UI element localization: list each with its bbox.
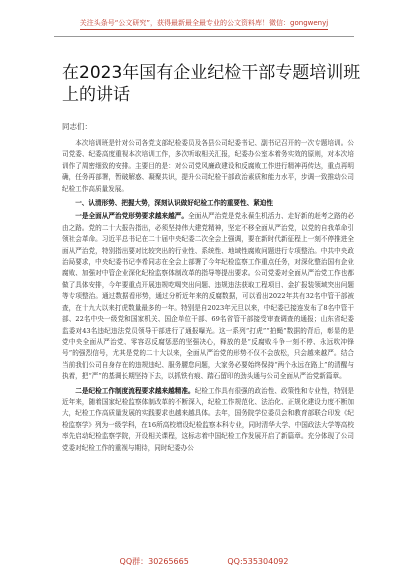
section-heading-1: 一、认清形势、把握大势，深刻认识做好纪检工作的重要性、紧迫性 [75,199,273,208]
footer [0,556,408,567]
document-title: 在2023年国有企业纪检干部专题培训班上的讲话 [62,63,361,105]
sub-heading-2: 二是纪检工作制度流程要求越来越精准。 [75,386,195,395]
header-divider [54,36,354,37]
sub2-text: 纪检工作具有很强的政治性、政策性和专业性，特别是近年来，随着国家纪检监察体制改革的不断深入，纪检工作规范化、法治化、正规化建设力度不断加大，纪检工作高质量发展的实践要求也越来越具体。去年，国务院学位委员会和教育部联合印发《纪检监察学》列为一级学科，在16所高校增设纪检监察本科专业，同时清华大学、中国政法大学等高校率先启动纪检监察学院，开设相关课程，这标志着中国纪检工作发展开启了新篇章。充分体现了公司党委对纪检工作的重视与期待，同时纪委办公 [62,386,355,452]
footer-qq: QQ:535304092 [227,557,289,566]
footer-qq-group: QQ群：30265665 [119,557,189,566]
greeting: 同志们： [62,122,92,131]
section1-sub2-paragraph [62,386,354,454]
intro-paragraph: 本次培训班是针对公司各党支部纪检委员及各县公司纪委书记、副书记召开的一次专题培训。公司党委、纪委高度重视本次培训工作，多次听取相关汇报，纪委办公室本着务实效的原则，对本次培训作了周密细致的安排。主要目的是：对公司党风廉政建设和反腐败工作进行精神再传达，重点再明确，任务再部署，暂破解惑、凝聚共识，提升公司纪检干部政治素质和能力水平，步调一致推动公司纪检工作高质量发展。 [62,139,354,193]
sub1-text: 全面从严治党是党永葆生机活力、走好新的赶考之路的必由之路。党的二十大报告指出，必须坚持伟大建党精神，坚定不移全面从严治党，以党的自我革命引领社会革命。习近平总书记在二十届中央纪委二次全会上强调，要在新时代新征程上一刻不停推进全面从严治党，特别指出要对比较突出的行业性、系统性、地域性腐败问题进行专项整治。中共中央政治局要求，中央纪委书记李希同志在全会上部署了今年纪检监察工作重点任务，对深化整治国有企业腐败、加强对中管企业深化纪检监察体制改革的指导等提出要求。公司党委对全面从严治党工作也都做了具体安排，今年要重点开展违规吃喝突出问题、违规违法获取工程项目、金扩报装领域突出问题等专项整治。通过数据看形势，通过分析近年来的反腐数据，可以看出2022年共有32名中管干部被查，在十九大以来打虎数量最多的一年。特别是自2023年元旦以来，中纪委已接连发布了8名中管干部、22名中央一级党和国家机关、国企单位干部、69名省管干部接受审查调查的通报；山东省纪委监委对43名违纪违法党员领导干部进行了通报曝光。这一系列“打虎”“拍蝇”数据的背后，彰显的是党中央全面从严治党、零容忍反腐惩恶的坚强决心，释放的是“反腐败斗争一刻不停、永远吹冲锋号”的强烈信号，尤其是党的二十大以来，全面从严治党的形势不仅不会放松，只会越来越严。结合当前我们公司自身存在的违规违纪、服务腰怠问题，大家务必要始终保持“两个永远在路上”的清醒与执着，把“严”的基调长期坚持下去，以抓铁有痕、踏石留印的劲头通与公司全面从严治党新篇章。 [62,212,355,381]
sub-heading-1: 一是全面从严治党形势要求越来越严。 [75,212,189,221]
banner-text: 关注头条号“公文研究”，获得最新最全最专业的公文资料库！微信：gongwenyj [80,18,328,30]
section1-sub1-paragraph [62,211,354,382]
top-banner [0,18,408,30]
document-body [62,138,354,457]
